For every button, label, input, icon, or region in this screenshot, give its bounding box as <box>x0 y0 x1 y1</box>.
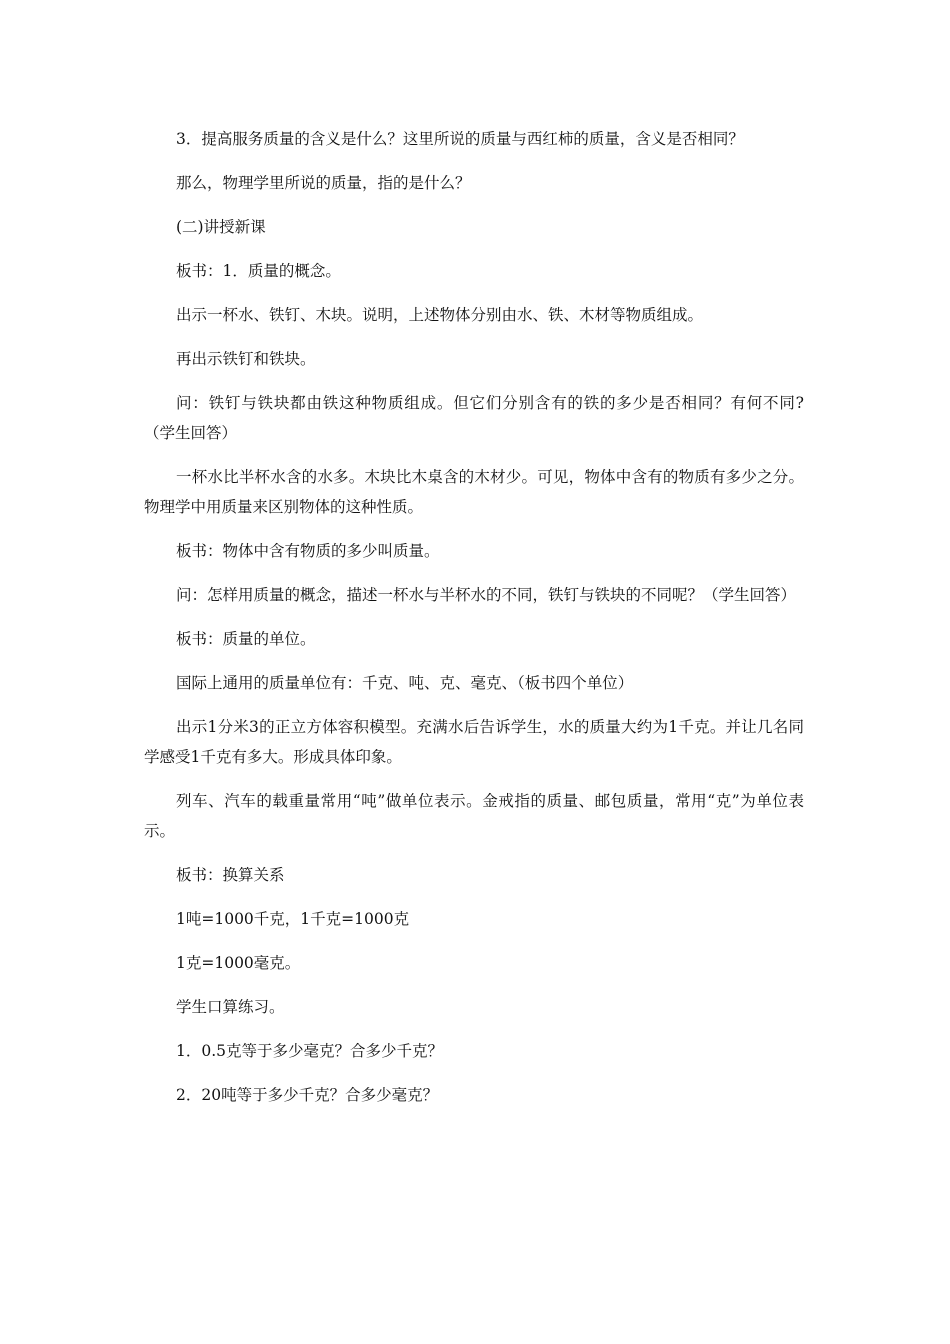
paragraph: 一杯水比半杯水含的水多。木块比木桌含的木材少。可见，物体中含有的物质有多少之分。物理学中用质量来区别物体的这种性质。 <box>144 468 804 516</box>
paragraph: 板书：1．质量的概念。 <box>176 262 341 280</box>
paragraph: 列车、汽车的载重量常用“吨”做单位表示。金戒指的质量、邮包质量，常用“克”为单位表示。 <box>144 792 804 840</box>
paragraph: 出示1分米3的正立方体容积模型。充满水后告诉学生，水的质量大约为1千克。并让几名同学感受1千克有多大。形成具体印象。 <box>144 718 804 766</box>
paragraph: 板书：换算关系 <box>176 866 285 884</box>
paragraph: 1吨=1000千克，1千克=1000克 <box>176 910 410 928</box>
paragraph: 那么，物理学里所说的质量，指的是什么？ <box>176 174 471 192</box>
paragraph: 再出示铁钉和铁块。 <box>176 350 316 368</box>
paragraph: 国际上通用的质量单位有：千克、吨、克、毫克、（板书四个单位） <box>176 674 634 692</box>
paragraph: 1克=1000毫克。 <box>176 954 301 972</box>
section-heading: (二)讲授新课 <box>176 218 266 236</box>
paragraph: 板书：物体中含有物质的多少叫质量。 <box>176 542 440 560</box>
paragraph: 1．0.5克等于多少毫克？合多少千克？ <box>176 1042 444 1060</box>
document-body <box>144 124 804 1124</box>
paragraph: 出示一杯水、铁钉、木块。说明，上述物体分别由水、铁、木材等物质组成。 <box>176 306 704 324</box>
paragraph: 2．20吨等于多少千克？合多少毫克？ <box>176 1086 439 1104</box>
paragraph: 学生口算练习。 <box>176 998 285 1016</box>
paragraph: 3．提高服务质量的含义是什么？这里所说的质量与西红柿的质量，含义是否相同？ <box>176 130 744 148</box>
paragraph: 问：怎样用质量的概念，描述一杯水与半杯水的不同，铁钉与铁块的不同呢？（学生回答） <box>176 586 797 604</box>
paragraph: 问：铁钉与铁块都由铁这种物质组成。但它们分别含有的铁的多少是否相同？有何不同?（学生回答） <box>144 394 804 442</box>
paragraph: 板书：质量的单位。 <box>176 630 316 648</box>
